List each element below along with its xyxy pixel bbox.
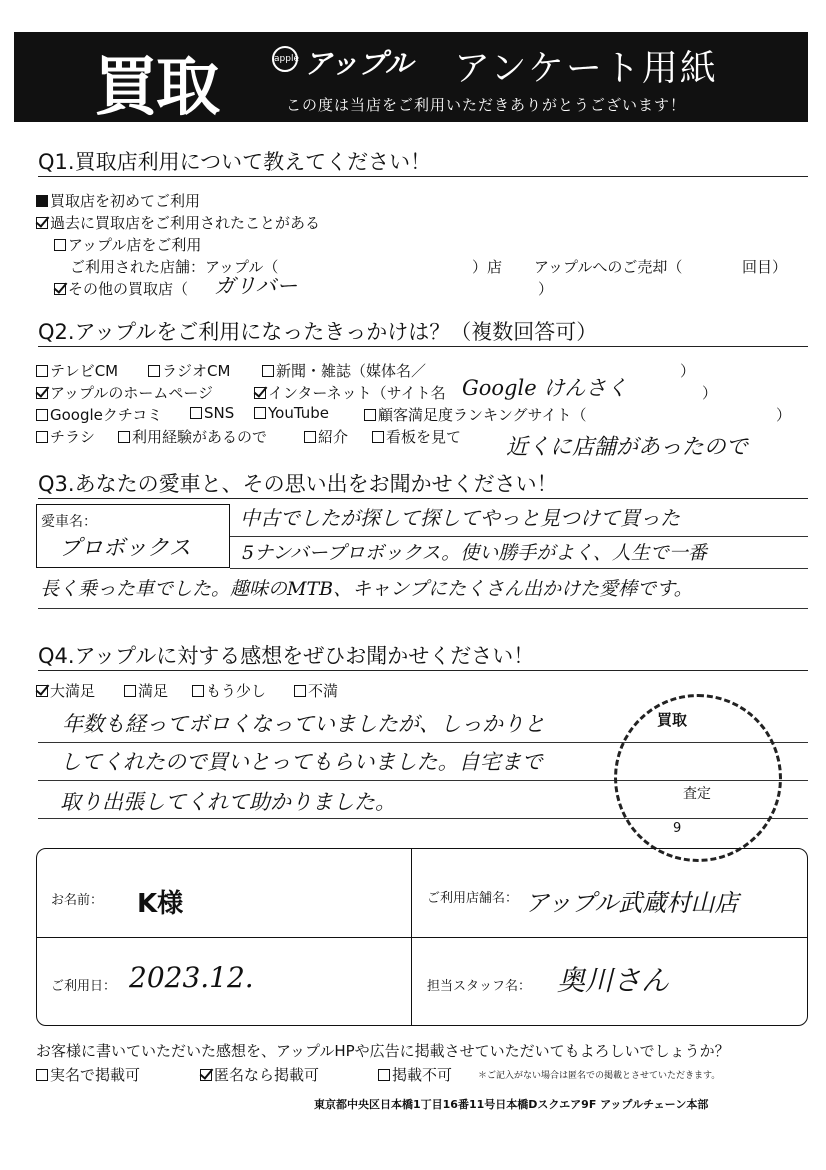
staff-value[interactable]: 奥川さん: [557, 964, 670, 997]
q2-option-signboard[interactable]: 看板を見て: [372, 426, 461, 447]
q2-internet-suffix: ）: [702, 384, 718, 402]
q2-option-experience[interactable]: 利用経験があるので: [118, 426, 267, 447]
q2-option-referral[interactable]: 紹介: [304, 426, 348, 447]
checkbox-icon[interactable]: [124, 685, 136, 697]
page-subtitle: この度は当店をご利用いただきありがとうございます！: [286, 96, 687, 114]
answer-rule: [38, 608, 808, 609]
checkbox-checked-icon[interactable]: [36, 387, 48, 399]
q1-other-store-answer: ガリバー: [214, 274, 298, 298]
q1-divider: [38, 176, 808, 177]
q4-option-unsatisfied[interactable]: 不満: [294, 680, 338, 701]
car-name-box[interactable]: [36, 504, 230, 568]
consent-option-none[interactable]: 掲載不可: [378, 1064, 452, 1085]
checkbox-checked-icon[interactable]: [36, 217, 48, 229]
checkbox-icon[interactable]: [304, 431, 316, 443]
q3-divider: [38, 498, 808, 499]
q4-divider: [38, 670, 808, 671]
checkbox-icon[interactable]: [254, 407, 266, 419]
checkbox-icon[interactable]: [36, 1069, 48, 1081]
answer-rule: [230, 536, 808, 537]
q2-internet-answer: Google けんさく: [462, 376, 628, 400]
consent-option-realname[interactable]: 実名で掲載可: [36, 1064, 140, 1085]
q4-heading: Q4.アップルに対する感想をぜひお聞かせください！: [38, 644, 535, 668]
company-address: 東京都中央区日本橋1丁目16番11号日本橋Dスクエア9F アップルチェーン本部: [314, 1098, 709, 1111]
inspection-stamp-icon: [614, 694, 782, 862]
checkbox-icon[interactable]: [294, 685, 306, 697]
q1-option-first-time[interactable]: 買取店を初めてご利用: [36, 190, 200, 211]
q2-option-radio[interactable]: ラジオCM: [148, 360, 230, 381]
q1-heading: Q1.買取店利用について教えてください！: [38, 150, 432, 174]
brand-name: アップル: [304, 47, 413, 80]
stamp-top-text: 買取: [657, 711, 688, 729]
q2-option-internet[interactable]: インターネット（サイト名: [254, 382, 446, 403]
memory-line-3: 長く乗った車でした。趣味のMTB、キャンプにたくさん出かけた愛棒です。: [40, 578, 693, 600]
q2-option-homepage[interactable]: アップルのホームページ: [36, 382, 213, 403]
checkbox-icon[interactable]: [192, 685, 204, 697]
checkbox-icon[interactable]: [54, 239, 66, 251]
q2-option-google[interactable]: Googleクチコミ: [36, 404, 162, 425]
q1-option-past[interactable]: 過去に買取店をご利用されたことがある: [36, 212, 320, 233]
consent-option-anonymous[interactable]: 匿名なら掲載可: [200, 1064, 319, 1085]
q2-option-flyer[interactable]: チラシ: [36, 426, 95, 447]
kaitori-logo: 買取: [94, 51, 218, 125]
checkbox-checked-icon[interactable]: [254, 387, 266, 399]
comment-line-2: してくれたので買いとってもらいました。自宅まで: [60, 750, 543, 774]
customer-info-panel: [36, 848, 808, 1026]
memory-line-1: 中古でしたが探して探してやっと見つけて買った: [240, 506, 680, 530]
checkbox-icon[interactable]: [378, 1069, 390, 1081]
checkbox-icon[interactable]: [364, 409, 376, 421]
checkbox-icon[interactable]: [372, 431, 384, 443]
checkbox-icon[interactable]: [36, 195, 48, 207]
checkbox-checked-icon[interactable]: [54, 283, 66, 295]
q1-option-other[interactable]: その他の買取店（: [54, 278, 188, 299]
car-name-label: 愛車名：: [41, 514, 97, 530]
q2-divider: [38, 346, 808, 347]
checkbox-icon[interactable]: [36, 431, 48, 443]
checkbox-icon[interactable]: [118, 431, 130, 443]
comment-line-3: 取り出張してくれて助かりました。: [60, 790, 396, 814]
q2-ranking-suffix: ）: [776, 406, 792, 424]
stamp-middle-text: 査定: [683, 786, 711, 802]
store-label: ご利用店舗名：: [427, 891, 519, 906]
answer-rule: [230, 568, 808, 569]
q1-store-used: ご利用された店舗：アップル（: [70, 258, 279, 276]
header-banner: [14, 32, 808, 125]
page-title: アンケート用紙: [454, 48, 718, 89]
q1-sales-count: アップルへのご売却（: [534, 258, 683, 276]
checkbox-icon[interactable]: [36, 365, 48, 377]
checkbox-icon[interactable]: [262, 365, 274, 377]
q2-option-youtube[interactable]: YouTube: [254, 404, 329, 422]
q2-option-ranking[interactable]: 顧客満足度ランキングサイト（: [364, 404, 587, 425]
q1-sales-count-suffix: 回目）: [742, 258, 788, 276]
checkbox-checked-icon[interactable]: [200, 1069, 212, 1081]
car-name-value: プロボックス: [59, 536, 191, 561]
q1-other-suffix: ）: [538, 280, 554, 298]
q4-option-more[interactable]: もう少し: [192, 680, 266, 701]
q2-option-tv[interactable]: テレビCM: [36, 360, 118, 381]
q2-news-suffix: ）: [680, 362, 696, 380]
q2-option-sns[interactable]: SNS: [190, 404, 234, 422]
staff-label: 担当スタッフ名：: [427, 979, 532, 994]
comment-line-1: 年数も経ってボロくなっていましたが、しっかりと: [62, 712, 545, 736]
q4-option-very-satisfied[interactable]: 大満足: [36, 680, 95, 701]
name-label: お名前：: [51, 893, 104, 908]
store-value[interactable]: アップル武蔵村山店: [525, 889, 739, 917]
q1-store-used-suffix: ）店: [472, 258, 503, 276]
checkbox-icon[interactable]: [36, 409, 48, 421]
q1-option-apple[interactable]: アップル店をご利用: [54, 234, 201, 255]
q2-option-news[interactable]: 新聞・雑誌（媒体名／: [262, 360, 426, 381]
q2-heading: Q2.アップルをご利用になったきっかけは？（複数回答可）: [38, 320, 598, 344]
date-label: ご利用日：: [51, 979, 117, 994]
consent-question: お客様に書いていただいた感想を、アップルHPや広告に掲載させていただいてもよろしいでしょうか？: [36, 1042, 730, 1060]
checkbox-checked-icon[interactable]: [36, 685, 48, 697]
q2-extra-answer: 近くに店舗があったので: [506, 435, 748, 460]
q3-heading: Q3.あなたの愛車と、その思い出をお聞かせください！: [38, 472, 558, 496]
checkbox-icon[interactable]: [190, 407, 202, 419]
stamp-bottom-text: 9: [673, 821, 682, 836]
consent-note: ＊ご記入がない場合は匿名での掲載とさせていただきます。: [478, 1071, 721, 1081]
panel-horizontal-divider: [37, 937, 807, 938]
checkbox-icon[interactable]: [148, 365, 160, 377]
memory-line-2: 5ナンバープロボックス。使い勝手がよく、人生で一番: [242, 542, 707, 564]
name-value[interactable]: K様: [137, 889, 184, 919]
date-value[interactable]: 2023.12.: [129, 961, 254, 994]
q4-option-satisfied[interactable]: 満足: [124, 680, 168, 701]
apple-logo-icon: apple: [272, 46, 298, 72]
